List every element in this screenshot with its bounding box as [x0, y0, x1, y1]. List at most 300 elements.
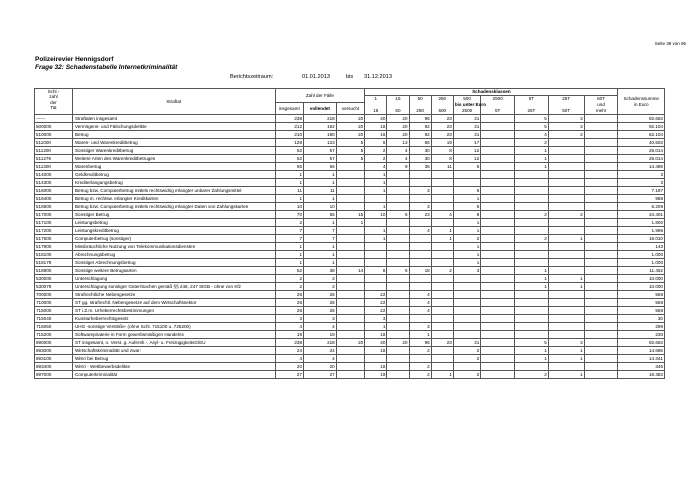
row-code: 514000 [35, 171, 73, 179]
header-vollendet: vollendet [304, 102, 337, 115]
row-class-count: 1 [453, 227, 480, 235]
row-class-count: 12 [453, 155, 480, 163]
row-vollendet: 4 [304, 355, 337, 363]
row-insgesamt: 27 [275, 371, 303, 379]
row-class-count: 2 [365, 155, 387, 163]
row-class-count: 18 [409, 267, 431, 275]
row-versucht [336, 355, 365, 363]
row-class-count: 2 [453, 371, 480, 379]
row-versucht: 5 [336, 155, 365, 163]
table-row [35, 203, 665, 211]
row-class-count: 23 [431, 339, 453, 347]
row-code: 897000 [35, 371, 73, 379]
header-schadenssumme: Schadenssumme in Euro [618, 89, 665, 115]
row-class-count [481, 307, 515, 315]
row-class-count: 2 [515, 235, 549, 243]
row-class-count [548, 147, 584, 155]
row-class-count [515, 243, 549, 251]
header-versucht: versucht [336, 102, 365, 115]
row-class-count: 23 [409, 211, 431, 219]
row-class-count [481, 163, 515, 171]
row-class-count [365, 243, 387, 251]
row-class-count [387, 259, 409, 267]
row-insgesamt: 26 [275, 291, 303, 299]
row-class-count [409, 275, 431, 283]
row-class-count: 16 [365, 131, 387, 139]
row-vollendet: 66 [304, 163, 337, 171]
row-class-count: 3 [548, 115, 584, 123]
table-row [35, 227, 665, 235]
row-class-count [387, 275, 409, 283]
row-vollendet: 218 [304, 339, 337, 347]
period-to: 31.12.2013 [364, 74, 392, 80]
row-class-count: 4 [409, 307, 431, 315]
header-zahl-faelle: Zahl der Fälle [275, 89, 365, 103]
row-class-count: 3 [548, 123, 584, 131]
row-class-count: 23 [431, 115, 453, 123]
row-class-count [481, 235, 515, 243]
row-class-count: 2 [409, 347, 431, 355]
row-code: 700000 [35, 291, 73, 299]
table-row [35, 371, 665, 379]
row-name: Sonstige weitere Betrugsarten [72, 267, 275, 275]
row-vollendet: 218 [304, 115, 337, 123]
row-versucht: 20 [336, 339, 365, 347]
row-versucht [336, 323, 365, 331]
row-class-count [515, 227, 549, 235]
row-name: Sonstiger Abrechnungsbetrug [72, 259, 275, 267]
class-upper-1: 50 [387, 108, 409, 115]
row-code: 511200 [35, 147, 73, 155]
header-bis-unter: bis unter Euro [454, 102, 486, 107]
row-class-count [584, 291, 618, 299]
row-class-count [515, 307, 549, 315]
row-class-count [431, 195, 453, 203]
table-row [35, 115, 665, 123]
row-name: ST gg. strafrechtl. Nebengesetze auf dem Wirtschaftssektor [72, 299, 275, 307]
row-name: Weitere Arten des Warenkreditbetruges [72, 155, 275, 163]
row-class-count [515, 331, 549, 339]
row-schadenssumme: 1.996 [618, 227, 665, 235]
row-insgesamt: 7 [275, 235, 303, 243]
row-class-count [548, 139, 584, 147]
row-name: Waren- und Warenkreditbetrug [72, 139, 275, 147]
row-class-count [431, 323, 453, 331]
table-row [35, 243, 665, 251]
row-class-count [548, 155, 584, 163]
row-class-count [548, 323, 584, 331]
row-class-count [584, 131, 618, 139]
row-code: 517500 [35, 235, 73, 243]
row-versucht [336, 171, 365, 179]
row-class-count [584, 227, 618, 235]
row-class-count: 6 [365, 139, 387, 147]
row-class-count [387, 243, 409, 251]
header-und: und [584, 102, 618, 108]
row-vollendet: 192 [304, 123, 337, 131]
row-class-count [453, 179, 480, 187]
row-schadenssumme: 559 [618, 291, 665, 299]
row-code: 510000 [35, 131, 73, 139]
row-class-count: 1 [515, 155, 549, 163]
row-class-count [387, 307, 409, 315]
row-class-count [453, 315, 480, 323]
row-class-count [387, 251, 409, 259]
row-class-count [481, 355, 515, 363]
row-class-count: 3 [548, 339, 584, 347]
row-class-count: 1 [431, 227, 453, 235]
row-code: 517900 [35, 243, 73, 251]
row-class-count [431, 299, 453, 307]
row-name: Betrug bzw. Computerbetrug mittels rechtswidrig erlangter unbarer Zahlungsmittel [72, 187, 275, 195]
row-class-count [431, 291, 453, 299]
row-class-count [387, 355, 409, 363]
row-class-count [548, 219, 584, 227]
row-versucht [336, 371, 365, 379]
row-class-count [584, 171, 618, 179]
row-insgesamt: 11 [275, 187, 303, 195]
row-class-count: 1 [515, 275, 549, 283]
row-class-count: 20 [387, 123, 409, 131]
row-class-count [548, 291, 584, 299]
row-class-count [387, 291, 409, 299]
row-class-count [584, 299, 618, 307]
row-class-count [365, 251, 387, 259]
row-insgesamt: 1 [275, 179, 303, 187]
row-class-count [431, 187, 453, 195]
row-class-count: 1 [548, 347, 584, 355]
row-class-count: 1 [365, 171, 387, 179]
row-class-count: 3 [453, 267, 480, 275]
table-row [35, 363, 665, 371]
row-insgesamt: 210 [275, 131, 303, 139]
row-class-count [481, 171, 515, 179]
row-class-count [387, 315, 409, 323]
row-class-count [431, 283, 453, 291]
row-insgesamt: 1 [275, 259, 303, 267]
row-schadenssumme: 3 [618, 179, 665, 187]
row-class-count [548, 299, 584, 307]
row-schadenssumme: 143 [618, 243, 665, 251]
row-class-count [387, 187, 409, 195]
row-insgesamt: 26 [275, 307, 303, 315]
row-versucht [336, 283, 365, 291]
row-insgesamt: 238 [275, 115, 303, 123]
row-class-count [409, 219, 431, 227]
table-row [35, 299, 665, 307]
row-class-count [548, 259, 584, 267]
row-class-count [515, 363, 549, 371]
row-class-count [481, 227, 515, 235]
row-schadenssumme: 559 [618, 299, 665, 307]
row-versucht: 20 [336, 123, 365, 131]
row-schadenssumme: 14.489 [618, 163, 665, 171]
row-name: Abrechnungsbetrug [72, 251, 275, 259]
row-class-count [548, 315, 584, 323]
row-insgesamt: 238 [275, 339, 303, 347]
row-class-count: 1 [365, 227, 387, 235]
row-insgesamt: 19 [275, 331, 303, 339]
row-code: 500000 [35, 123, 73, 131]
row-class-count [481, 331, 515, 339]
row-class-count: 1 [548, 355, 584, 363]
row-class-count: 20 [387, 115, 409, 123]
row-class-count [481, 131, 515, 139]
row-class-count: 5 [515, 115, 549, 123]
table-row [35, 355, 665, 363]
row-class-count [431, 275, 453, 283]
row-class-count: 2 [453, 347, 480, 355]
row-class-count [515, 259, 549, 267]
row-insgesamt: 10 [275, 203, 303, 211]
row-class-count [548, 251, 584, 259]
row-class-count: 4 [365, 163, 387, 171]
row-insgesamt: 70 [275, 211, 303, 219]
row-class-count [365, 283, 387, 291]
row-versucht [336, 203, 365, 211]
row-class-count: 1 [515, 347, 549, 355]
row-class-count [481, 155, 515, 163]
row-class-count [431, 315, 453, 323]
row-insgesamt: 1 [275, 195, 303, 203]
row-vollendet: 1 [304, 171, 337, 179]
row-class-count [548, 267, 584, 275]
row-class-count [431, 363, 453, 371]
table-row [35, 139, 665, 147]
row-schadenssumme: 345 [618, 363, 665, 371]
row-versucht [336, 299, 365, 307]
row-code: 516400 [35, 195, 73, 203]
row-class-count: 1 [365, 187, 387, 195]
row-class-count [584, 163, 618, 171]
class-upper-8: mehr [584, 108, 618, 115]
row-class-count [584, 251, 618, 259]
row-code: 530079 [35, 283, 73, 291]
class-upper-5: 5T [481, 108, 515, 115]
row-class-count: 19 [431, 139, 453, 147]
row-schadenssumme: 18.010 [618, 235, 665, 243]
row-insgesamt: 7 [275, 227, 303, 235]
row-vollendet: 19 [304, 331, 337, 339]
row-class-count [453, 331, 480, 339]
table-row [35, 251, 665, 259]
row-class-count [548, 163, 584, 171]
row-code: 517100 [35, 219, 73, 227]
row-class-count: 92 [409, 131, 431, 139]
row-class-count: 1 [365, 323, 387, 331]
row-class-count: 2 [365, 147, 387, 155]
row-class-count [548, 195, 584, 203]
row-class-count [548, 363, 584, 371]
row-class-count: 2 [431, 267, 453, 275]
row-insgesamt: 62 [275, 155, 303, 163]
row-class-count: 2 [453, 355, 480, 363]
row-class-count: 23 [431, 123, 453, 131]
row-schadenssumme: 1.000 [618, 259, 665, 267]
row-class-count [548, 171, 584, 179]
row-vollendet: 57 [304, 147, 337, 155]
row-insgesamt: 66 [275, 163, 303, 171]
row-class-count: 1 [515, 147, 549, 155]
row-class-count [584, 307, 618, 315]
period-sep: bis [346, 74, 354, 80]
row-class-count: 1 [453, 251, 480, 259]
row-class-count: 22 [365, 307, 387, 315]
row-name: Leistungskreditbetrug [72, 227, 275, 235]
header-schluessel: Schl.- zahl der Tat [35, 89, 73, 115]
row-versucht [336, 275, 365, 283]
row-class-count: 5 [515, 339, 549, 347]
row-code: 518100 [35, 251, 73, 259]
header-insgesamt: insgesamt [275, 102, 303, 115]
class-lower-6: 5T [515, 96, 549, 103]
row-class-count: 17 [453, 139, 480, 147]
row-class-count [515, 195, 549, 203]
row-class-count [481, 251, 515, 259]
row-code: 518900 [35, 267, 73, 275]
row-versucht [336, 315, 365, 323]
row-versucht: 1 [336, 219, 365, 227]
row-vollendet: 2 [304, 275, 337, 283]
row-class-count [584, 267, 618, 275]
row-versucht [336, 347, 365, 355]
row-name: Strafrechtliche Nebengesetze [72, 291, 275, 299]
row-schadenssumme: 299 [618, 323, 665, 331]
row-class-count: 66 [409, 139, 431, 147]
row-insgesamt: 62 [275, 147, 303, 155]
row-versucht [336, 363, 365, 371]
row-schadenssumme: 40.503 [618, 139, 665, 147]
row-class-count [548, 187, 584, 195]
row-class-count [515, 251, 549, 259]
row-class-count [584, 195, 618, 203]
period-label: Berichtszeitraum: [230, 74, 274, 80]
row-class-count: 4 [409, 227, 431, 235]
row-class-count [387, 299, 409, 307]
row-class-count [481, 211, 515, 219]
table-row [35, 211, 665, 219]
row-class-count [387, 219, 409, 227]
row-class-count: 3 [409, 323, 431, 331]
row-insgesamt: 24 [275, 347, 303, 355]
row-class-count [584, 235, 618, 243]
row-class-count: 11 [431, 163, 453, 171]
header-schadensklassen: Schadensklassen [365, 89, 618, 96]
row-insgesamt: 1 [275, 171, 303, 179]
row-class-count [431, 179, 453, 187]
row-class-count [584, 203, 618, 211]
row-class-count [584, 123, 618, 131]
row-class-count [431, 331, 453, 339]
row-class-count [387, 179, 409, 187]
row-insgesamt: 4 [275, 323, 303, 331]
row-code: 517000 [35, 211, 73, 219]
row-vollendet: 10 [304, 203, 337, 211]
row-code: 893400 [35, 363, 73, 371]
class-lower-3: 250 [431, 96, 453, 103]
row-class-count [584, 315, 618, 323]
row-code: 890000 [35, 339, 73, 347]
row-class-count: 13 [387, 139, 409, 147]
row-versucht [336, 291, 365, 299]
row-name: Unterschlagung sonstiger Güter/Sachen gemäß §§ 246, 247 StGB - ohne von Kfz [72, 283, 275, 291]
table-row [35, 315, 665, 323]
row-class-count [453, 283, 480, 291]
row-vollendet: 27 [304, 371, 337, 379]
table-row [35, 195, 665, 203]
row-name: Straftaten insgesamt [72, 115, 275, 123]
row-class-count [481, 275, 515, 283]
row-vollendet: 1 [304, 251, 337, 259]
row-name: Warenbetrug [72, 163, 275, 171]
row-vollendet: 57 [304, 155, 337, 163]
row-class-count [387, 235, 409, 243]
row-class-count: 1 [453, 219, 480, 227]
row-versucht [336, 187, 365, 195]
row-code: 893000 [35, 347, 73, 355]
row-class-count: 40 [365, 115, 387, 123]
row-insgesamt: 4 [275, 355, 303, 363]
row-class-count [515, 171, 549, 179]
row-name: ST insgesamt, o. Verst. g. Aufenth.-, Asyl- u. FreizügigkeitsG/EU [72, 339, 275, 347]
row-class-count [431, 355, 453, 363]
table-row [35, 259, 665, 267]
row-vollendet: 1 [304, 195, 337, 203]
row-class-count: 20 [387, 131, 409, 139]
row-class-count: 2 [515, 139, 549, 147]
row-class-count [453, 291, 480, 299]
row-schadenssumme: 26.014 [618, 147, 665, 155]
row-class-count [431, 259, 453, 267]
row-class-count: 8 [453, 211, 480, 219]
row-code: 511279 [35, 155, 73, 163]
row-class-count: 18 [365, 363, 387, 371]
row-class-count: 1 [515, 163, 549, 171]
row-class-count [387, 227, 409, 235]
table-row [35, 123, 665, 131]
class-lower-1: 15 [387, 96, 409, 103]
table-row [35, 331, 665, 339]
row-name: Krediterlangungsbetrug [72, 179, 275, 187]
row-class-count [481, 283, 515, 291]
row-code: 516500 [35, 203, 73, 211]
row-class-count [515, 187, 549, 195]
row-class-count: 23 [431, 131, 453, 139]
row-class-count [548, 227, 584, 235]
row-class-count: 2 [548, 131, 584, 139]
row-class-count: 31 [453, 115, 480, 123]
row-class-count [409, 243, 431, 251]
damage-table [34, 88, 665, 379]
row-class-count: 96 [409, 115, 431, 123]
row-class-count [409, 195, 431, 203]
row-code: 514300 [35, 179, 73, 187]
row-class-count: 22 [365, 299, 387, 307]
row-class-count [481, 259, 515, 267]
row-class-count: 4 [515, 131, 549, 139]
row-name: Wirtschaftskriminalität und zwar: [72, 347, 275, 355]
row-class-count: 1 [453, 243, 480, 251]
row-class-count [584, 139, 618, 147]
row-class-count [387, 363, 409, 371]
row-schadenssumme: 7.197 [618, 187, 665, 195]
row-class-count [584, 371, 618, 379]
row-schadenssumme: 30 [618, 315, 665, 323]
row-class-count: 31 [453, 123, 480, 131]
row-vollendet: 7 [304, 227, 337, 235]
row-class-count [387, 171, 409, 179]
row-insgesamt: 2 [275, 219, 303, 227]
